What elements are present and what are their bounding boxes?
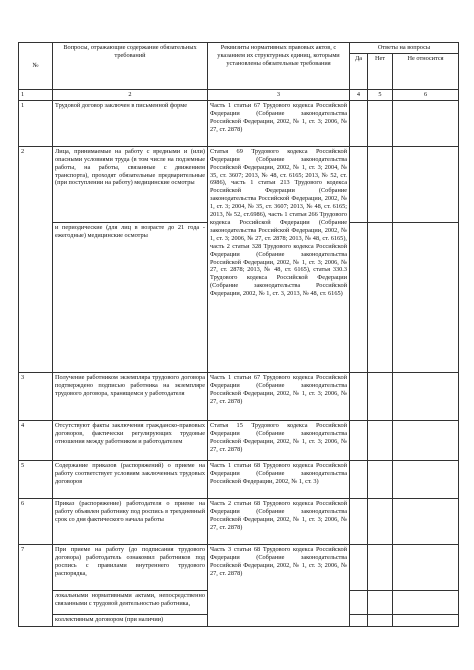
answer-no-cell[interactable] <box>368 498 393 544</box>
answer-na-cell[interactable] <box>393 498 459 544</box>
header-answers: Ответы на вопросы <box>350 43 459 54</box>
row-number: 6 <box>19 498 53 544</box>
header-answer-yes: Да <box>350 53 368 89</box>
row-number: 1 <box>19 100 53 146</box>
question-text: Трудовой договор заключен в письменной форме <box>53 100 208 146</box>
answer-no-cell[interactable] <box>368 372 393 420</box>
header-answer-no: Нет <box>368 53 393 89</box>
row-number: 2 <box>19 146 53 372</box>
column-number: 1 <box>19 89 53 100</box>
table-row <box>19 460 459 498</box>
header-requisites: Реквизиты нормативных правовых актов, с указанием их структурных единиц, которыми установлены обязательные требования <box>208 43 350 90</box>
answer-yes-cell[interactable] <box>350 498 368 544</box>
row-number: 5 <box>19 460 53 498</box>
question-text: Отсутствуют факты заключения гражданско-правовых договоров, фактически регулирующих трудовые отношения между работником и работодателем <box>53 420 208 460</box>
answer-yes-cell[interactable] <box>350 614 368 626</box>
answer-no-cell[interactable] <box>368 590 393 614</box>
table-row <box>19 544 459 590</box>
column-number: 5 <box>368 89 393 100</box>
requisites-text: Часть 2 статьи 68 Трудового кодекса Российской Федерации (Собрание законодательства Российской Федерации, 2002, № 1, ст. 3; 2006, № 27, ст. 2878) <box>208 498 350 544</box>
table-row <box>19 146 459 222</box>
answer-yes-cell[interactable] <box>350 222 368 372</box>
requisites-text: Статья 15 Трудового кодекса Российской Федерации (Собрание законодательства Российской Федерации, 2002, № 1, ст. 3; 2006, № 27, ст. 2878) <box>208 420 350 460</box>
answer-na-cell[interactable] <box>393 590 459 614</box>
column-number: 4 <box>350 89 368 100</box>
answer-na-cell[interactable] <box>393 146 459 222</box>
question-text: локальными нормативными актами, непосредственно связанными с трудовой деятельностью работника, <box>53 590 208 614</box>
table-row <box>19 498 459 544</box>
answer-no-cell[interactable] <box>368 100 393 146</box>
header-number: № <box>19 43 53 90</box>
answer-na-cell[interactable] <box>393 222 459 372</box>
answer-no-cell[interactable] <box>368 614 393 626</box>
answer-yes-cell[interactable] <box>350 100 368 146</box>
answer-no-cell[interactable] <box>368 222 393 372</box>
answer-na-cell[interactable] <box>393 420 459 460</box>
answer-na-cell[interactable] <box>393 544 459 590</box>
answer-yes-cell[interactable] <box>350 372 368 420</box>
requisites-text: Часть 1 статьи 68 Трудового кодекса Российской Федерации (Собрание законодательства Российской Федерации, 2002, № 1, ст. 3) <box>208 460 350 498</box>
requisites-text: Часть 1 статьи 67 Трудового кодекса Российской Федерации (Собрание законодательства Российской Федерации, 2002, № 1, ст. 3; 2006, № 27, ст. 2878) <box>208 100 350 146</box>
answer-yes-cell[interactable] <box>350 146 368 222</box>
column-numbers-row <box>19 89 459 100</box>
row-number: 3 <box>19 372 53 420</box>
answer-no-cell[interactable] <box>368 544 393 590</box>
question-text: Лица, принимаемые на работу с вредными и (или) опасными условиями труда (в том числе на подземные работы, на работы, связанные с движением транспорта), проходят обязательные предварительные (при поступлении на работу) медицинские осмотры <box>53 146 208 222</box>
question-text: Содержание приказов (распоряжений) о приеме на работу соответствует условиям заключенных трудовых договоров <box>53 460 208 498</box>
answer-no-cell[interactable] <box>368 460 393 498</box>
row-number: 7 <box>19 544 53 626</box>
answer-na-cell[interactable] <box>393 614 459 626</box>
requisites-text: Статья 69 Трудового кодекса Российской Федерации (Собрание законодательства Российской Федерации, 2002, № 1, ст. 3; 2004, № 35, ст. 3607; 2013, № 48, ст. 6165; 2013, № 52, ст. 6986), часть 1 статьи 213 Трудового кодекса Российской Федерации (Собрание законодательства Российской Федерации, 2002, № 1, ст. 3; 2004, № 35, ст. 3607; 2013, № 48, ст. 6165; 2013, № 52, ст.6986), часть 1 статьи 266 Трудового кодекса Российской Федерации (Собрание законодательства Российской Федерации, 2002, № 1, ст. 3; 2006, № 27, ст. 2878; 2013, № 48, ст. 6165), часть 2 статьи 328 Трудового кодекса Российской Федерации (Собрание законодательства Российской Федерации, 2002, № 1, ст. 3; 2006, № 27, ст. 2878; 2013, № 48, ст. 6165), статья 330.3 Трудового кодекса Российской Федерации (Собрание законодательства Российской Федерации, 2002, № 1, ст. 3, 2013, № 48, ст. 6165) <box>208 146 350 372</box>
header-row <box>19 43 459 54</box>
requisites-text: Часть 1 статьи 67 Трудового кодекса Российской Федерации (Собрание законодательства Российской Федерации, 2002, № 1, ст. 3; 2006, № 27, ст. 2878) <box>208 372 350 420</box>
question-text: При приеме на работу (до подписания трудового договора) работодатель ознакомил работников под роспись с правилами внутреннего трудового распорядка, <box>53 544 208 590</box>
question-text: коллективным договором (при наличии) <box>53 614 208 626</box>
requisites-text: Часть 3 статьи 68 Трудового кодекса Российской Федерации (Собрание законодательства Российской Федерации, 2002, № 1, ст. 3; 2006, № 27, ст. 2878) <box>208 544 350 626</box>
answer-na-cell[interactable] <box>393 372 459 420</box>
table-row <box>19 420 459 460</box>
row-number: 4 <box>19 420 53 460</box>
answer-no-cell[interactable] <box>368 420 393 460</box>
answer-na-cell[interactable] <box>393 100 459 146</box>
column-number: 6 <box>393 89 459 100</box>
answer-yes-cell[interactable] <box>350 544 368 590</box>
answer-yes-cell[interactable] <box>350 460 368 498</box>
header-answer-na: Не относится <box>393 53 459 89</box>
question-text: Получение работником экземпляра трудового договора подтверждено подписью работника на экземпляре трудового договора, хранящемся у работодателя <box>53 372 208 420</box>
table-row <box>19 372 459 420</box>
column-number: 3 <box>208 89 350 100</box>
answer-no-cell[interactable] <box>368 146 393 222</box>
header-question: Вопросы, отражающие содержание обязательных требований <box>53 43 208 90</box>
question-text: Приказ (распоряжение) работодателя о приеме на работу объявлен работнику под роспись в трехдневный срок со дня фактического начала работы <box>53 498 208 544</box>
answer-yes-cell[interactable] <box>350 420 368 460</box>
column-number: 2 <box>53 89 208 100</box>
answer-yes-cell[interactable] <box>350 590 368 614</box>
question-text: и периодические (для лиц в возрасте до 21 года - ежегодные) медицинские осмотры <box>53 222 208 372</box>
checklist-table <box>18 42 459 627</box>
answer-na-cell[interactable] <box>393 460 459 498</box>
table-row <box>19 100 459 146</box>
